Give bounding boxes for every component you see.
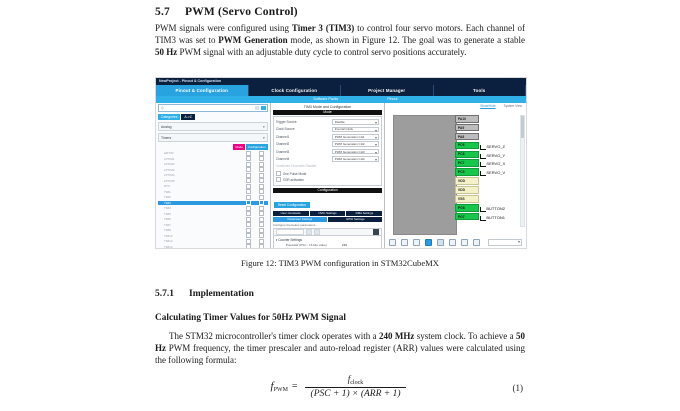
checkbox-icon <box>259 211 264 216</box>
peripheral-config-checkbox[interactable] <box>255 228 268 233</box>
search-clear-icon[interactable] <box>255 106 259 110</box>
zoom-out-icon[interactable] <box>413 239 420 246</box>
config-tabs-top <box>273 211 383 216</box>
checkbox-icon <box>246 233 251 238</box>
pin-column <box>455 115 479 222</box>
peripheral-list <box>158 151 268 249</box>
mode-row-label: Channel3 <box>275 149 290 154</box>
scrollbar-thumb[interactable] <box>521 116 524 138</box>
intro-paragraph: PWM signals were configured using Timer 3 (TIM3) to control four servo motors. Each channel of TIM3 was set to PWM Generation mode, as shown in Figure 12. The goal was to generate a stable 50 Hz PWM signal with an adjustable duty cycle to control servo positions accurately. <box>155 23 525 58</box>
checkbox-icon <box>246 200 251 205</box>
counter-settings-label: Counter Settings <box>278 237 302 242</box>
peripheral-list-item-label: TIM8 <box>164 228 171 233</box>
counter-settings-node[interactable]: ▾ Counter Settings <box>275 237 302 242</box>
mode-row <box>276 156 380 162</box>
peripheral-list-item[interactable] <box>158 157 268 162</box>
mode-row <box>276 149 380 155</box>
peripheral-list-item[interactable] <box>158 162 268 167</box>
expand-icon[interactable] <box>306 229 312 235</box>
equation-numerator-subscript: clock <box>350 380 364 386</box>
chevron-down-icon: ▾ <box>262 135 265 140</box>
tab-categories[interactable]: Categories <box>158 114 180 120</box>
peripheral-list-item[interactable] <box>158 195 268 200</box>
tab-project-manager[interactable]: Project Manager <box>341 85 434 96</box>
chip-pin[interactable]: VDD <box>455 186 479 194</box>
peripheral-list-item-label: HRTIM <box>164 151 174 156</box>
peripheral-list-item-label: TIM14 <box>164 244 173 249</box>
checkbox-icon <box>259 151 264 156</box>
peripheral-config-checkbox[interactable] <box>255 211 268 216</box>
chip-pin[interactable]: VDD <box>455 177 479 185</box>
config-tabs-bottom <box>273 217 383 222</box>
tab-tools[interactable]: Tools <box>434 85 527 96</box>
configuration-band-label: Configuration <box>273 188 383 193</box>
equation-block <box>155 370 525 404</box>
equation-numerator: $f_{clock}$ <box>347 374 364 386</box>
checkbox-icon <box>259 195 264 200</box>
peripheral-list-item[interactable] <box>158 173 268 178</box>
tab-parameter-settings[interactable]: Parameter Settings <box>273 217 327 222</box>
peripheral-list-item[interactable] <box>158 212 268 217</box>
peripheral-list-item[interactable] <box>158 223 268 228</box>
calculating-timer-values-heading: Calculating Timer Values for 50Hz PWM Signal <box>155 313 346 323</box>
equation-denominator: (PSC + 1) × (ARR + 1) <box>310 389 401 399</box>
checkbox-icon <box>259 217 264 222</box>
chip-pin[interactable]: PA9 <box>455 124 479 132</box>
system-view-option[interactable]: System View <box>503 104 522 108</box>
checkbox-icon <box>259 228 264 233</box>
peripheral-list-item-label: TIM6 <box>164 217 171 222</box>
group-analog-label: Analog <box>161 124 172 129</box>
pin-label: SERVO_Y <box>486 152 506 158</box>
peripheral-mode-checkbox[interactable] <box>242 184 255 189</box>
peripheral-list-item[interactable] <box>158 184 268 189</box>
peripheral-mode-checkbox[interactable] <box>242 211 255 216</box>
checkbox-icon <box>246 151 251 156</box>
cubemx-body <box>156 103 526 248</box>
parameter-toolbar <box>273 228 383 236</box>
checkbox-icon <box>246 195 251 200</box>
peripheral-mode-checkbox[interactable] <box>242 189 255 194</box>
column-mode: Mode <box>235 145 243 149</box>
mode-row <box>276 134 380 140</box>
parameter-value[interactable]: 239 <box>341 243 347 248</box>
peripheral-mode-checkbox[interactable] <box>242 167 255 172</box>
chip-pin[interactable]: PG7 <box>455 213 479 221</box>
peripheral-config-checkbox[interactable] <box>255 156 268 161</box>
peripheral-mode-checkbox[interactable] <box>242 222 255 227</box>
checkbox-icon <box>246 184 251 189</box>
software-packs-menu[interactable]: Software Packs <box>313 97 339 101</box>
peripheral-list-item-label: TIM3 <box>164 200 171 205</box>
peripheral-list-item-label: TIM2 <box>164 195 171 200</box>
mode-row-label: Trigger Source <box>275 120 297 124</box>
peripheral-mode-checkbox[interactable] <box>242 244 255 249</box>
mode-row <box>276 119 380 125</box>
peripheral-mode-checkbox[interactable] <box>242 217 255 222</box>
checkbox-icon <box>259 244 264 249</box>
pin-label: BUTTON2 <box>486 205 505 211</box>
tab-nvic-settings[interactable]: NVIC Settings <box>310 211 346 216</box>
peripheral-list-item-label: LPTIM1 <box>164 156 175 161</box>
checkbox-icon <box>259 206 264 211</box>
checkbox-icon <box>259 233 264 238</box>
checkbox-icon <box>259 156 264 161</box>
group-timers[interactable] <box>158 133 268 142</box>
mode-row-label: Clock Source <box>275 127 295 132</box>
mode-rows <box>276 119 380 162</box>
show-hide-option[interactable]: Show/Hide <box>480 104 496 108</box>
checkbox-icon <box>259 189 264 194</box>
mode-row-label: Channel4 <box>275 156 290 161</box>
pin-search-field[interactable] <box>488 239 522 246</box>
implementation-paragraph-wrap <box>155 330 525 366</box>
peripheral-config-checkbox[interactable] <box>255 173 268 178</box>
peripheral-list-item-label: LPTIM4 <box>164 173 175 178</box>
table-icon[interactable] <box>461 239 468 246</box>
section-title: PWM (Servo Control) <box>185 6 298 18</box>
peripheral-config-checkbox[interactable] <box>255 222 268 227</box>
tab-clock-configuration[interactable]: Clock Configuration <box>249 85 342 96</box>
peripheral-mode-checkbox[interactable] <box>242 206 255 211</box>
equation-equals-sign: = <box>291 381 298 392</box>
export-icon[interactable] <box>425 239 432 246</box>
checkbox-icon <box>276 171 281 176</box>
peripheral-view-tabs <box>158 114 268 120</box>
mode-row-select[interactable]: PWM Generation CH3 <box>332 149 380 155</box>
peripheral-mode-checkbox[interactable] <box>242 233 255 238</box>
peripheral-list-item[interactable] <box>158 239 268 244</box>
peripheral-list-item[interactable] <box>158 179 268 184</box>
peripheral-mode-checkbox[interactable] <box>242 228 255 233</box>
subheading-wrap <box>155 313 525 323</box>
peripheral-config-checkbox[interactable] <box>255 217 268 222</box>
mode-row-label: Channel2 <box>275 142 290 147</box>
peripherals-panel <box>156 103 271 248</box>
peripheral-list-item-label: TIM12 <box>164 233 173 238</box>
snapshot-icon[interactable] <box>437 239 444 246</box>
counter-settings-rows <box>276 243 380 249</box>
peripheral-config-checkbox[interactable] <box>255 151 268 156</box>
peripheral-list-item[interactable] <box>158 201 268 206</box>
peripheral-list-item[interactable] <box>158 217 268 222</box>
tab-pinout-configuration[interactable]: Pinout & Configuration <box>156 85 249 96</box>
mode-row <box>276 126 380 132</box>
collapse-icon[interactable] <box>314 229 320 235</box>
chip-pin[interactable]: VSS <box>455 195 479 203</box>
checkbox-icon <box>246 239 251 244</box>
peripheral-list-item-label: LPTIM5 <box>164 178 175 183</box>
peripheral-list-item-label: TIM4 <box>164 206 171 211</box>
pinout-menu[interactable]: Pinout <box>387 97 398 101</box>
chip-pin[interactable]: PC8 <box>455 151 479 159</box>
combined-channels-row <box>276 163 380 169</box>
peripheral-list-item[interactable] <box>158 206 268 211</box>
chip-pin[interactable]: PC9 <box>455 168 479 176</box>
chip-pin[interactable]: PA8 <box>455 133 479 141</box>
peripheral-list-item-label: LPTIM3 <box>164 167 175 172</box>
peripheral-mode-checkbox[interactable] <box>242 195 255 200</box>
peripheral-mode-checkbox[interactable] <box>242 239 255 244</box>
peripheral-mode-checkbox[interactable] <box>242 162 255 167</box>
implementation-paragraph: The STM32 microcontroller's timer clock operates with a 240 MHz system clock. To achieve a 50 Hz PWM frequency, the timer prescaler and auto-reload register (ARR) values were calculated using the following formula: <box>155 331 526 366</box>
subsection-heading <box>155 289 525 299</box>
one-pulse-mode-label: One Pulse Mode <box>282 171 307 176</box>
peripheral-list-item-label: LPTIM2 <box>164 162 175 167</box>
peripheral-config-checkbox[interactable] <box>255 178 268 183</box>
xor-activation-checkbox[interactable] <box>276 177 380 183</box>
combined-channels-label: Combined Channels Disable <box>275 164 317 169</box>
checkbox-icon <box>259 178 264 183</box>
tab-dma-settings[interactable]: DMA Settings <box>346 211 382 216</box>
peripheral-list-item[interactable] <box>158 190 268 195</box>
mode-row-select[interactable]: PWM Generation CH2 <box>332 141 380 147</box>
subsection-title: Implementation <box>189 289 254 299</box>
peripheral-list-item-label: TIM7 <box>164 222 171 227</box>
checkbox-icon <box>246 217 251 222</box>
tim3-panel-header: TIM3 Mode and Configuration <box>303 105 352 109</box>
configure-hint: Configure the below parameters : <box>272 222 318 227</box>
mode-box <box>273 116 383 186</box>
peripheral-config-checkbox[interactable] <box>255 239 268 244</box>
peripheral-search-placeholder: Q <box>161 106 164 110</box>
peripheral-list-item[interactable] <box>158 234 268 239</box>
mode-row <box>276 141 380 147</box>
checkbox-icon <box>276 177 281 182</box>
figure-caption: Figure 12: TIM3 PWM configuration in STM32CubeMX <box>241 258 439 268</box>
peripheral-columns <box>158 144 268 150</box>
figure-caption-wrap <box>155 258 525 268</box>
group-analog[interactable] <box>158 122 268 131</box>
checkbox-icon <box>259 167 264 172</box>
peripheral-list-item-label: RTC <box>164 184 171 189</box>
tab-gpio-settings[interactable]: GPIO Settings <box>328 217 382 222</box>
pin-label: SERVO_V <box>486 170 506 176</box>
subsection-number: 5.7.1 <box>155 289 174 299</box>
checkbox-icon <box>259 173 264 178</box>
checkbox-icon <box>259 222 264 227</box>
parameter-search-input[interactable] <box>276 229 304 235</box>
pinout-scrollbar[interactable] <box>520 115 525 227</box>
xor-activation-label: XOR activation <box>282 177 304 182</box>
peripheral-list-item[interactable] <box>158 168 268 173</box>
peripheral-config-checkbox[interactable] <box>255 206 268 211</box>
reset-configuration-button[interactable]: Reset Configuration <box>274 202 310 208</box>
peripheral-config-checkbox[interactable] <box>255 233 268 238</box>
parameter-row[interactable] <box>276 243 380 247</box>
peripheral-list-item-label: TIM1 <box>164 189 171 194</box>
pinout-bottom-toolbar <box>389 238 522 246</box>
figure-stm32cubemx-screenshot <box>155 77 527 249</box>
rotate-icon[interactable] <box>449 239 456 246</box>
fit-icon[interactable] <box>401 239 408 246</box>
zoom-in-icon[interactable] <box>389 239 396 246</box>
subbar-spacer <box>156 96 269 103</box>
peripheral-list-item[interactable] <box>158 228 268 233</box>
peripheral-mode-checkbox[interactable] <box>242 200 255 205</box>
checkbox-icon <box>246 178 251 183</box>
peripheral-config-checkbox[interactable] <box>255 195 268 200</box>
cubemx-window-title: NewProject - Pinout & Configuration <box>159 79 222 83</box>
checkbox-icon <box>259 200 264 205</box>
pin-label: BUTTON1 <box>486 214 505 220</box>
checkbox-icon <box>246 173 251 178</box>
peripheral-mode-checkbox[interactable] <box>242 178 255 183</box>
peripheral-list-item[interactable] <box>158 245 268 250</box>
chip-pin[interactable]: PA10 <box>455 115 479 123</box>
equation-lhs-subscript: PWM <box>273 387 288 393</box>
peripheral-mode-checkbox[interactable] <box>242 151 255 156</box>
group-timers-label: Timers <box>161 135 172 140</box>
pin-label: SERVO_Z <box>486 143 505 149</box>
checkbox-icon <box>246 222 251 227</box>
section-number: 5.7 <box>155 6 170 18</box>
checkbox-icon <box>246 167 251 172</box>
checkbox-icon <box>246 211 251 216</box>
equation-fraction <box>305 374 407 399</box>
column-configuration: Configuration <box>247 145 266 149</box>
peripheral-mode-checkbox[interactable] <box>242 156 255 161</box>
peripheral-search-input[interactable] <box>158 104 268 112</box>
equation-lhs: $f_{PWM}$ <box>270 380 288 393</box>
mode-band-label: Mode <box>273 110 383 115</box>
mode-row-select[interactable]: PWM Generation CH4 <box>332 156 380 162</box>
checkbox-icon <box>246 156 251 161</box>
checkbox-icon <box>246 228 251 233</box>
chip-pin[interactable]: PG8 <box>455 204 479 212</box>
search-options-icon[interactable] <box>261 106 266 110</box>
checkbox-icon <box>246 244 251 249</box>
checkbox-icon <box>246 162 251 167</box>
peripheral-mode-checkbox[interactable] <box>242 173 255 178</box>
chip-pin[interactable]: PC7 <box>455 159 479 167</box>
pwm-frequency-equation <box>155 374 525 399</box>
peripheral-config-checkbox[interactable] <box>255 167 268 172</box>
mcu-chip-body <box>393 115 457 235</box>
tab-a-to-z[interactable]: A->Z <box>181 114 194 120</box>
parameter-tree <box>273 236 383 249</box>
pin-search-icon[interactable] <box>473 239 480 246</box>
mode-configuration-panel <box>271 103 386 248</box>
section-heading <box>155 6 525 18</box>
checkbox-icon <box>259 184 264 189</box>
mode-row-label: Channel1 <box>275 134 290 139</box>
parameter-key: Prescaler (PSC - 16 bits value) <box>285 243 327 248</box>
checkbox-icon <box>246 189 251 194</box>
chip-pinout-view <box>385 103 526 248</box>
checkbox-icon <box>246 206 251 211</box>
peripheral-config-checkbox[interactable] <box>255 189 268 194</box>
tab-user-constants[interactable]: User Constants <box>273 211 309 216</box>
pinout-view-options <box>480 104 522 108</box>
mode-row-select[interactable]: Internal Clock <box>332 127 380 133</box>
cubemx-sub-toolbar <box>156 96 526 103</box>
checkbox-icon <box>259 239 264 244</box>
peripheral-list-item[interactable] <box>158 151 268 156</box>
chip-pin[interactable]: PC6 <box>455 142 479 150</box>
chevron-down-icon: ▾ <box>262 124 265 129</box>
mode-row-select[interactable]: Disable <box>332 119 380 125</box>
cubemx-tab-bar <box>156 85 526 96</box>
checkbox-icon <box>259 162 264 167</box>
peripheral-config-checkbox[interactable] <box>255 162 268 167</box>
section-paragraph <box>155 22 525 58</box>
peripheral-list-item-label: TIM13 <box>164 239 173 244</box>
equation-number: (1) <box>512 383 523 393</box>
cubemx-title-bar <box>156 78 526 85</box>
settings-icon[interactable] <box>373 229 379 235</box>
peripheral-config-checkbox[interactable] <box>255 200 268 205</box>
mode-row-select[interactable]: PWM Generation CH1 <box>332 134 380 140</box>
peripheral-list-item-label: TIM5 <box>164 211 171 216</box>
peripheral-config-checkbox[interactable] <box>255 184 268 189</box>
pin-label: SERVO_X <box>486 161 506 167</box>
peripheral-config-checkbox[interactable] <box>255 244 268 249</box>
